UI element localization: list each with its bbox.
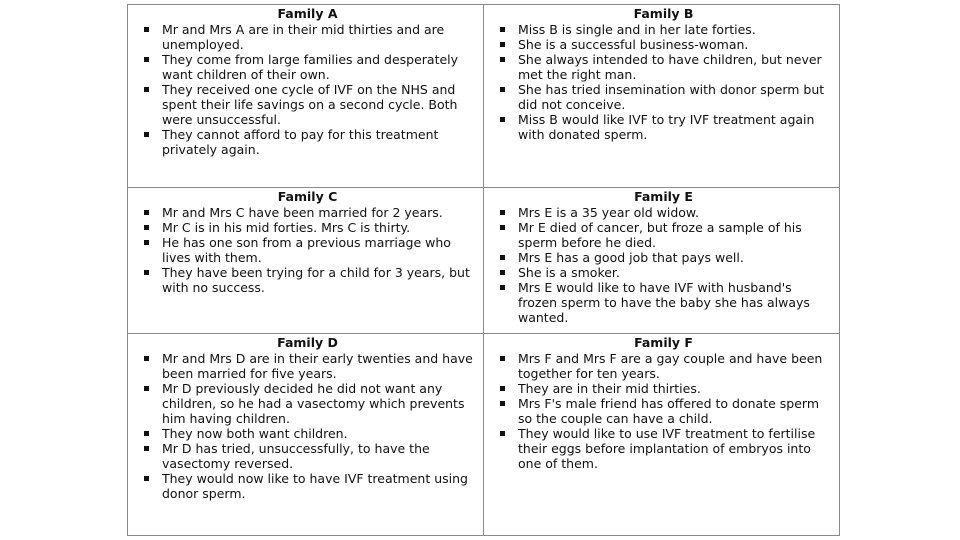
family-b-list: [494, 22, 833, 142]
bullet-icon: [500, 270, 505, 275]
bullet-icon: [144, 446, 149, 451]
list-item: Mr and Mrs D are in their early twenties and have been married for five years.: [162, 351, 477, 381]
family-f-title: Family F: [634, 335, 693, 350]
list-item: They cannot afford to pay for this treatment privately again.: [162, 127, 477, 157]
bullet-icon: [500, 386, 505, 391]
family-e-cell: [484, 188, 839, 334]
family-d-list: [138, 351, 477, 501]
bullet-icon: [144, 240, 149, 245]
list-item: Mr D has tried, unsuccessfully, to have the vasectomy reversed.: [162, 441, 477, 471]
bullet-icon: [500, 42, 505, 47]
list-item: They would now like to have IVF treatment using donor sperm.: [162, 471, 477, 501]
bullet-icon: [500, 285, 505, 290]
family-b-cell: [484, 5, 839, 188]
list-item: Mr and Mrs C have been married for 2 years.: [162, 205, 477, 220]
bullet-icon: [500, 210, 505, 215]
bullet-icon: [144, 87, 149, 92]
list-item: Mrs F and Mrs F are a gay couple and have been together for ten years.: [518, 351, 833, 381]
bullet-icon: [144, 57, 149, 62]
list-item: They now both want children.: [162, 426, 477, 441]
list-item: Mr E died of cancer, but froze a sample of his sperm before he died.: [518, 220, 833, 250]
list-item: She is a smoker.: [518, 265, 833, 280]
family-f-list: [494, 351, 833, 471]
family-a-cell: [128, 5, 484, 188]
family-a-list: [138, 22, 477, 157]
list-item: Miss B would like IVF to try IVF treatment again with donated sperm.: [518, 112, 833, 142]
bullet-icon: [144, 356, 149, 361]
list-item: They have been trying for a child for 3 years, but with no success.: [162, 265, 477, 295]
bullet-icon: [144, 210, 149, 215]
family-f-cell: [484, 334, 839, 535]
list-item: He has one son from a previous marriage who lives with them.: [162, 235, 477, 265]
family-c-list: [138, 205, 477, 295]
list-item: Mrs F's male friend has offered to donate sperm so the couple can have a child.: [518, 396, 833, 426]
family-b-title: Family B: [633, 6, 694, 21]
bullet-icon: [500, 57, 505, 62]
list-item: Mr and Mrs A are in their mid thirties and are unemployed.: [162, 22, 477, 52]
bullet-icon: [144, 476, 149, 481]
family-e-list: [494, 205, 833, 325]
list-item: Mrs E is a 35 year old widow.: [518, 205, 833, 220]
bullet-icon: [500, 356, 505, 361]
list-item: Mrs E would like to have IVF with husband's frozen sperm to have the baby she has always wanted.: [518, 280, 833, 325]
bullet-icon: [500, 255, 505, 260]
bullet-icon: [500, 27, 505, 32]
bullet-icon: [144, 225, 149, 230]
family-a-title: Family A: [277, 6, 338, 21]
bullet-icon: [500, 431, 505, 436]
list-item: She always intended to have children, but never met the right man.: [518, 52, 833, 82]
family-d-cell: [128, 334, 484, 535]
family-c-cell: [128, 188, 484, 334]
list-item: Mr D previously decided he did not want any children, so he had a vasectomy which prevents him having children.: [162, 381, 477, 426]
bullet-icon: [500, 225, 505, 230]
family-cases-table: [127, 4, 840, 536]
bullet-icon: [500, 87, 505, 92]
bullet-icon: [500, 117, 505, 122]
list-item: Miss B is single and in her late forties.: [518, 22, 833, 37]
family-d-title: Family D: [277, 335, 338, 350]
list-item: They come from large families and desperately want children of their own.: [162, 52, 477, 82]
list-item: They would like to use IVF treatment to fertilise their eggs before implantation of embryos into one of them.: [518, 426, 833, 471]
family-e-title: Family E: [634, 189, 693, 204]
bullet-icon: [144, 386, 149, 391]
bullet-icon: [500, 401, 505, 406]
list-item: They are in their mid thirties.: [518, 381, 833, 396]
list-item: She is a successful business-woman.: [518, 37, 833, 52]
list-item: They received one cycle of IVF on the NHS and spent their life savings on a second cycle. Both were unsuccessful.: [162, 82, 477, 127]
list-item: She has tried insemination with donor sperm but did not conceive.: [518, 82, 833, 112]
family-c-title: Family C: [277, 189, 338, 204]
list-item: Mr C is in his mid forties. Mrs C is thirty.: [162, 220, 477, 235]
bullet-icon: [144, 270, 149, 275]
bullet-icon: [144, 431, 149, 436]
list-item: Mrs E has a good job that pays well.: [518, 250, 833, 265]
bullet-icon: [144, 27, 149, 32]
bullet-icon: [144, 132, 149, 137]
